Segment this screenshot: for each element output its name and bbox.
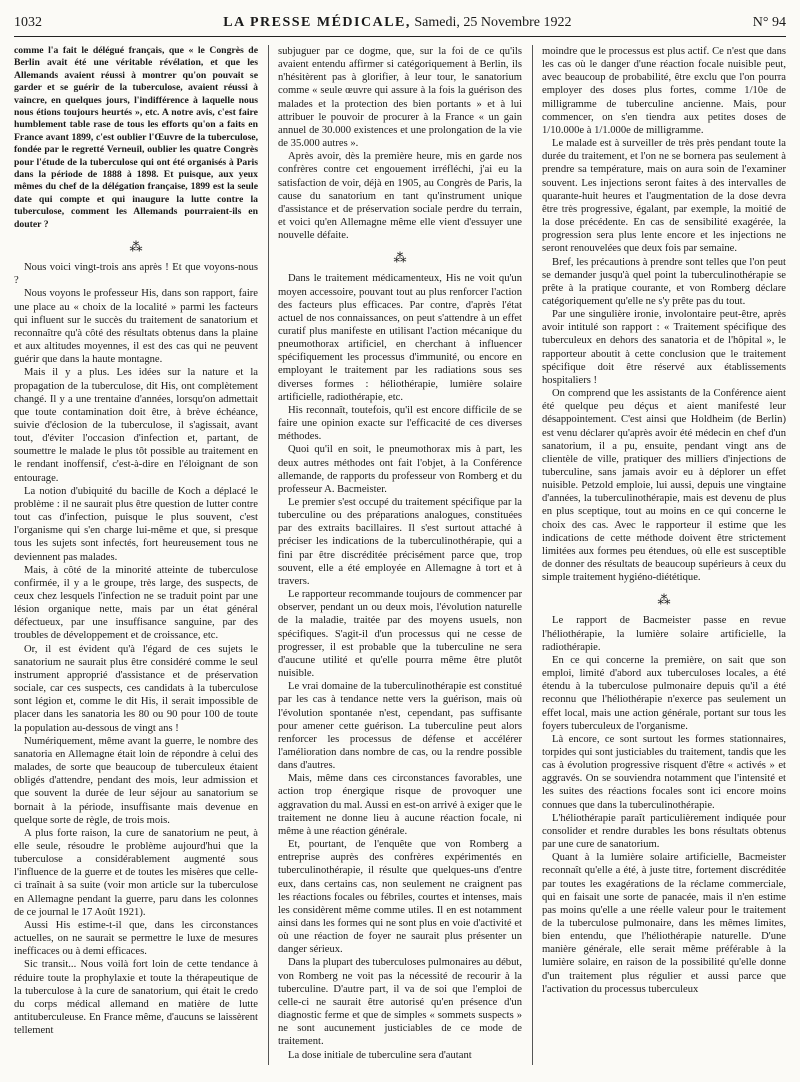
paragraph: A plus forte raison, la cure de sanatorium ne peut, à elle seule, résoudre le problème aujourd'hui que la tuberculose a considérablement augmenté sous l'influence de la guerre et de toutes les misères que celle-ci traînait à sa suite (voir mon article sur la tuberculose en Allemagne pendant la guerre, paru dans les colonnes de ce journal le 17 Août 1921). [14,827,258,918]
section-separator: ⁂ [393,250,407,266]
paragraph: Or, il est évident qu'à l'égard de ces sujets le sanatorium ne saurait plus être considéré comme le seul instrument approprié d'assistance et de préservation sociale, car ces suspects, ces candidats à la tuberculose sont légion et, comme le dit His, il serait impossible de placer dans les sanatoria les 80 ou 90 pour 100 de toute la population au-dessous de vingt ans ! [14,643,258,734]
column-divider [268,45,269,1065]
paragraph: On comprend que les assistants de la Conférence aient été quelque peu déçus et aient manifesté leur désappointement. C'est ainsi que Holdheim (de Berlin) est venu déclarer qu'après avoir été médecin en chef d'un sanatorium, il a pu, ensuite, pendant vingt ans de clientèle de ville, pratiquer des milliers d'injections de tuberculine, sans jamais avoir eu à déplorer un effet nuisible. Petzold emploie, lui aussi, depuis une vingtaine d'années, la tuberculinothérapie, mais est devenu de plus en plus sceptique, tout au moins en ce qui concerne le choix des cas. Avec le rapporteur il estime que les indications de cette méthode doivent être strictement limitées aux formes peu étendues, où elle est susceptible de donner des résultats de beaucoup supérieurs à ceux du simple traitement hygiéno-diététique. [542,388,786,584]
column-divider [532,45,533,1065]
paragraph: Après avoir, dès la première heure, mis en garde nos confrères contre cet engouement irréfléchi, j'ai eu la satisfaction de voir, déjà en 1905, au Congrès de Paris, la cause du sanatorium en tant qu'instrument unique d'assistance et de préservation sociale perdre du terrain, et voici qu'en Allemagne même elle vient d'essuyer une nouvelle défaite. [278,151,522,242]
paragraph: La notion d'ubiquité du bacille de Koch a déplacé le problème : il ne saurait plus être question de lutter contre tout cas d'infection, puisque le plus souvent, c'est l'organisme qui s'en charge lui-même et que, si presque tous les sujets sont infectés, fort heureusement tous ne deviennent pas malades. [14,485,258,563]
column-3 [542,45,786,1065]
paragraph: Aussi His estime-t-il que, dans les circonstances actuelles, on ne saurait se permettre le luxe de mesures inefficaces ou à demi efficaces. [14,919,258,958]
paragraph: comme l'a fait le délégué français, que « le Congrès de Berlin avait été une véritable révélation, et que les Allemands avaient réussi à montrer qu'on pouvait se garder et se guérir de la tuberculose, avaient réussi à vaincre, en quelques jours, l'indifférence à laquelle nous nous étions toujours heurtés », etc. A notre avis, c'est faire humblement table rase de tous les efforts qu'on a faits en France avant 1899, c'est oublier l'Œuvre de la tuberculose, fondée par le regretté Verneuil, oublier les quatre Congrès pour l'étude de la tuberculose qui ont été organisés à Paris dans la période de 1888 à 1898. Et puisque, aux yeux mêmes du chef de la délégation française, 1899 est la seule date qui compte et qui inaugure la lutte contre la tuberculose, comment les Allemands pourraient-ils en douter ? [14,45,258,230]
paragraph: Nous voici vingt-trois ans après ! Et que voyons-nous ? [14,262,258,287]
paragraph: Dans le traitement médicamenteux, His ne voit qu'un moyen accessoire, pouvant tout au plus renforcer l'action des facteurs plus efficaces. Par contre, d'après l'état actuel de nos connaissances, on peut s'attendre à un effet curatif plus manifeste en utilisant l'action mécanique du pneumothorax artificiel, en cherchant à influencer spécifiquement les processus d'immunité, ou encore en employant le traitement par les radiations sous ses diverses formes : héliothérapie, lumière solaire artificielle, radiothérapie, etc. [278,273,522,403]
paragraph: Sic transit... Nous voilà fort loin de cette tendance à réduire toute la prophylaxie et toute la thérapeutique de la tuberculose à la cure de sanatorium, qui était le credo du corps médical allemand en matière de lutte antituberculeuse. En France même, d'aucuns se laissèrent tellement [14,959,258,1037]
paragraph: Mais, même dans ces circonstances favorables, une action trop énergique risque de provoquer une aggravation du mal. Aussi en est-on arrivé à exiger que le traitement ne donne lieu à aucune réaction focale, ni même à une réaction générale. [278,773,522,837]
paragraph: Le premier s'est occupé du traitement spécifique par la tuberculine ou des préparations analogues, constituées par des extraits bacillaires. Il s'est surtout attaché à préciser les indications de la tuberculinothérapie, qui a fini par être discréditée précisément parce que, trop souvent, elle a été employée en Allemagne à tort et à travers. [278,497,522,587]
paragraph: Quoi qu'il en soit, le pneumothorax mis à part, les deux autres méthodes ont fait l'objet, à la Conférence allemande, de rapports du professeur von Romberg et du professeur A. Bacmeister. [278,444,522,495]
issue-number: N° 94 [752,15,786,30]
paragraph: Nous voyons le professeur His, dans son rapport, faire une place au « choix de la localité » parmi les facteurs qui influent sur le succès du traitement de sanatorium et reconnaître qu'à côté des résultats obtenus dans la plaine et aux altitudes moyennes, il est des cas qui ne peuvent guérir que dans la haute montagne. [14,288,258,366]
paragraph: Le vrai domaine de la tuberculinothérapie est constitué par les cas à tendance nette vers la guérison, mais où l'évolution spontanée n'est, cependant, pas suffisante pour amener cette guérison. La tuberculine peut alors renforcer les processus de défense et accélérer l'amélioration dans nombre de cas, ou la rendre possible dans d'autres. [278,681,522,772]
paragraph: Bref, les précautions à prendre sont telles que l'on peut se demander jusqu'à quel point la tuberculinothérapie se prête à la pratique courante, et von Romberg déclare catégoriquement qu'elle ne s'y prête pas du tout. [542,256,786,307]
section-separator: ⁂ [657,592,671,608]
header-rule [14,36,786,37]
issue-date: Samedi, 25 Novembre 1922 [414,15,572,30]
paragraph: Numériquement, même avant la guerre, le nombre des sanatoria en Allemagne était loin de répondre à celui des malades, de sorte que beaucoup de tuberculeux étaient obligés d'attendre, pendant des mois, leur admission et que souvent la durée de leur séjour au sanatorium se bornait à la période, insuffisante mais devenue en quelque sorte de règle, de trois mois. [14,735,258,826]
paragraph: Le rapport de Bacmeister passe en revue l'héliothérapie, la lumière solaire artificielle, la radiothérapie. [542,615,786,653]
journal-title-line [223,12,571,34]
paragraph: Par une singulière ironie, involontaire peut-être, après avoir intitulé son rapport : « Traitement spécifique des tuberculeux en dehors des sanatoria et de l'hôpital », le rapporteur aboutit à cette conclusion que le traitement spécifique doit être réservé aux établissements hospitaliers ! [542,309,786,386]
article-columns [14,45,786,1065]
section-separator: ⁂ [129,239,143,255]
paragraph: Là encore, ce sont surtout les formes stationnaires, torpides qui sont justiciables du traitement, tandis que les cas à évolution progressive risquent d'être « activés » et aggravés. On se souviendra notamment que l'intensité et les suites des réactions focales sont ici encore moins connues que dans la tuberculinothérapie. [542,733,786,811]
paragraph: His reconnaît, toutefois, qu'il est encore difficile de se faire une opinion exacte sur l'efficacité de ces diverses méthodes. [278,404,522,443]
paragraph: Mais, à côté de la minorité atteinte de tuberculose confirmée, il y a le groupe, très large, des suspects, de ceux chez lesquels l'infection ne se traduit point par une lésion organique nette, mais par un état général défectueux, par une insuffisance sanguine, par des troubles de développement et de croissance, etc. [14,564,258,642]
column-1 [14,45,258,1065]
page-number: 1032 [14,15,42,30]
paragraph: Et, pourtant, de l'enquête que von Romberg a entreprise auprès des confrères expérimentés en tuberculinothérapie, il résulte que quelques-uns d'entre eux, dans certains cas, non seulement ne craignent pas les réactions focales ou fébriles, courtes et intenses, mais les considèrent même comme utiles. Il en est notamment ainsi dans les formes qui ne sont plus en voie d'activité et où une réaction de foyer ne saurait plus présenter un danger sérieux. [278,839,522,956]
page-header [14,12,786,34]
paragraph: En ce qui concerne la première, on sait que son emploi, limité d'abord aux tuberculoses locales, a été étendu à la tuberculose pulmonaire depuis qu'il a été reconnu que l'héliothérapie n'exerce pas seulement un effet local, mais une action générale, portant sur tous les foyers tuberculeux de l'organisme. [542,654,786,732]
paragraph: Mais il y a plus. Les idées sur la nature et la propagation de la tuberculose, dit His, ont complètement changé. Il y a une trentaine d'années, lorsqu'on admettait que toute contamination doit être, à brève échéance, suivie d'éclosion de la tuberculose, il s'agissait, avant tout, d'éviter l'occasion d'infection et, partant, de soumettre le malade le plus tôt possible au traitement en le rendant inoffensif, c'est-à-dire en l'éloignant de son entourage. [14,367,258,484]
paragraph: La dose initiale de tuberculine sera d'autant [288,1049,472,1061]
paragraph: Quant à la lumière solaire artificielle, Bacmeister reconnaît qu'elle a été, à juste titre, fortement discréditée par toutes les exagérations de la réclame commerciale, qui en faisait une sorte de panacée, mais il n'en estime pas moins qu'elle a une réelle valeur pour le traitement de la tuberculose pulmonaire, dans les mêmes limites, bien entendu, que l'héliothérapie naturelle. D'une manière générale, elle serait même préférable à la lumière solaire, en raison de la possibilité qu'elle donne d'un traitement plus régulier et aussi parce que l'activation du processus tuberculeux [542,852,786,995]
paragraph: moindre que le processus est plus actif. Ce n'est que dans les cas où le danger d'une réaction focale nuisible peut, avec beaucoup de probabilité, être exclu que l'on pourra employer des doses plus fortes, comme 1/10e de milligramme de tuberculine ancienne. Mais, pour commencer, on s'en tiendra aux petites doses de 1/10.000e à 1/1.000e de milligramme. [542,46,786,136]
column-2 [278,45,522,1065]
journal-title: LA PRESSE MÉDICALE, [223,15,411,30]
paragraph: subjuguer par ce dogme, que, sur la foi de ce qu'ils avaient entendu affirmer si catégoriquement à Berlin, ils n'hésitèrent pas à glorifier, à leur tour, le sanatorium comme « seule œuvre qui assure à la fois la guérison des malades et la protection des bien portants » et à lui attribuer le pouvoir de procurer à la France « un gain annuel de 30.000 existences et une prolongation de la vie de 35.000 autres ». [278,46,522,150]
paragraph: Le malade est à surveiller de très près pendant toute la durée du traitement, et l'on ne se bornera pas seulement à prendre sa température, mais on aura soin de l'examiner souvent. Les injections seront faites à des intervalles de quarante-huit heures et l'augmentation de la dose devra être très progressive, égalant, par exemple, la moitié de la dose précédente. En cas de sensibilité exagérée, la progression sera plus lente encore et les injections ne seront renouvelées que deux fois par semaine. [542,138,786,255]
paragraph: Le rapporteur recommande toujours de commencer par observer, pendant un ou deux mois, l'évolution naturelle de la maladie, traitée par des moyens usuels, non spécifiques. S'agit-il d'un processus qui ne cesse de progresser, il est probable que la tuberculine ne sera d'aucune utilité et qu'elle pourra même être plutôt nuisible. [278,589,522,680]
paragraph: Dans la plupart des tuberculoses pulmonaires au début, von Romberg ne voit pas la nécessité de recourir à la tuberculine. D'autre part, il va de soi que l'emploi de celle-ci ne saurait être autorisé qu'en présence d'un diagnostic ferme et que de simples « sommets suspects » ne sont aucunement justiciables de ce mode de traitement. [278,957,522,1048]
paragraph: L'héliothérapie paraît particulièrement indiquée pour consolider et rendre durables les bons résultats obtenus par une cure de sanatorium. [542,812,786,851]
